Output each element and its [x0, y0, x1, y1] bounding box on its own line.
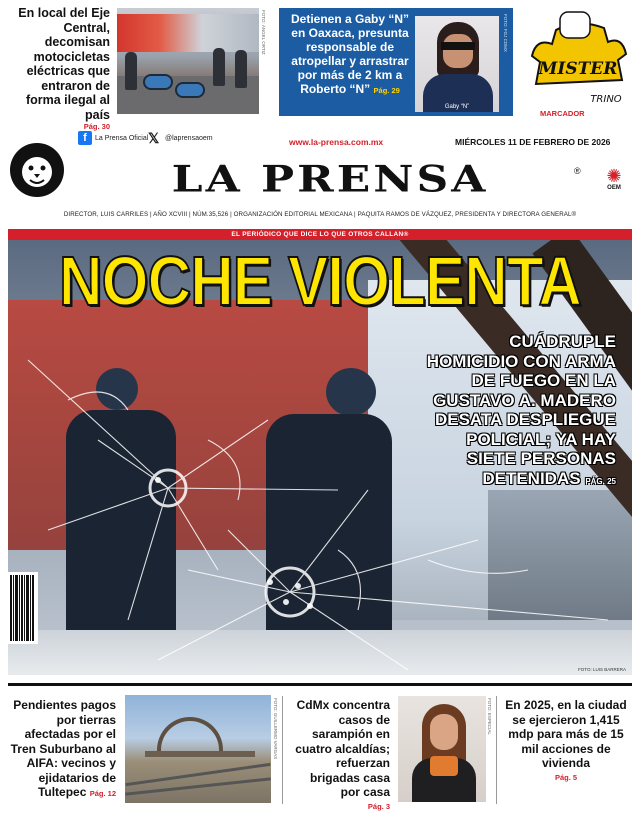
teaser-gaby-text: Detienen a Gaby “N” en Oaxaca, presunta responsable de atropellar y arrastrar por más de 2 km a Roberto “N” Pág. 29 — [290, 12, 410, 96]
gaby-photo — [415, 16, 499, 112]
newspaper-logo[interactable]: LA PRENSA — [171, 158, 489, 201]
teaser-motorcycles-page: Pág. 30 — [83, 122, 110, 131]
teaser-motorcycles[interactable] — [8, 6, 110, 131]
column-divider — [282, 696, 283, 804]
gaby-photo-caption: Gaby “N” — [444, 104, 470, 110]
section-divider — [8, 683, 632, 686]
mister-logo-icon — [522, 8, 632, 108]
svg-text:MISTER: MISTER — [538, 59, 618, 79]
teaser-sarampion[interactable]: CdMx concentra casos de sarampión en cuatro alcaldías; refuerzan brigadas casa por casa Pág. 3 — [290, 698, 390, 814]
photo-person — [235, 50, 247, 88]
main-story[interactable] — [8, 229, 632, 679]
photo-motorcycle — [175, 82, 205, 98]
censor-bar — [441, 42, 475, 50]
svg-text:TRINO: TRINO — [590, 94, 622, 105]
teaser-vivienda-page: Pág. 5 — [554, 772, 578, 782]
slogan-banner: EL PERIÓDICO QUE DICE LO QUE OTROS CALLAN® — [8, 229, 632, 240]
registered-mark: ® — [574, 166, 581, 176]
x-link[interactable] — [148, 131, 213, 145]
oem-badge: ✺ OEM — [601, 167, 627, 201]
facebook-icon: f — [78, 131, 92, 145]
main-page-ref: PÁG. 25 — [585, 476, 616, 486]
sarampion-photo-credit: FOTO: ESPECIAL — [487, 698, 492, 735]
teaser-sarampion-page: Pág. 3 — [367, 801, 390, 811]
motorcycles-photo[interactable] — [117, 8, 259, 114]
staff-line: DIRECTOR, LUIS CARRILES | AÑO XCVIII | NÚM.35,526 | ORGANIZACIÓN EDITORIAL MEXICANA | PAQUITA RAMOS DE VÁZQUEZ, PRESIDENTA Y DIRECTORA GENERAL® — [63, 211, 577, 218]
teaser-motorcycles-text: En local del Eje Central, decomisan motocicletas eléctricas que entraron de forma ilegal al país — [18, 6, 110, 122]
marcador-label: MARCADOR — [540, 109, 585, 118]
photo-person — [213, 48, 225, 86]
lion-logo-icon — [8, 138, 66, 202]
teaser-tren-page: Pág. 12 — [89, 789, 116, 798]
x-icon: 𝕏 — [148, 130, 160, 146]
barcode-icon — [8, 572, 38, 644]
facebook-handle: La Prensa Oficial — [95, 134, 149, 142]
x-handle: @laprensaoem — [165, 134, 213, 142]
issue-date: MIÉRCOLES 11 DE FEBRERO DE 2026 — [455, 137, 611, 147]
website-url[interactable]: www.la-prensa.com.mx — [289, 137, 384, 147]
sarampion-photo[interactable] — [398, 696, 486, 802]
motorcycles-photo-credit: FOTO: ÁNGEL ORTIZ — [261, 10, 266, 55]
column-divider — [496, 696, 497, 804]
oem-star-icon: ✺ — [606, 166, 622, 186]
teaser-tren-suburbano[interactable]: Pendientes pagos por tierras afectadas por el Tren Suburbano al AIFA: vecinos y ejidatarios de Tultepec Pág. 12 — [10, 698, 116, 799]
teaser-gaby[interactable] — [279, 8, 513, 116]
photo-motorcycle — [143, 74, 173, 90]
tren-suburbano-photo[interactable] — [125, 695, 271, 803]
photo-storefront — [117, 14, 259, 52]
facebook-link[interactable] — [78, 131, 148, 145]
photo-person — [125, 52, 137, 90]
teaser-gaby-page: Pág. 29 — [373, 86, 400, 95]
main-deck: CUÁDRUPLE HOMICIDIO CON ARMA DE FUEGO EN LA GUSTAVO A. MADERO DESATA DESPLIEGUE POLICIAL; YA HAY SIETE PERSONAS DETENIDAS PÁG. 25 — [426, 332, 616, 488]
main-headline: NOCHE VIOLENTA — [59, 242, 581, 320]
teaser-vivienda[interactable]: En 2025, en la ciudad se ejercieron 1,415 mdp para más de 15 mil acciones de vivienda Pág. 5 — [502, 698, 630, 785]
gaby-photo-credit: FOTO: FGJ CDMX — [503, 14, 508, 52]
tren-photo-credit: FOTO: GUILLERMO VARGAS — [273, 698, 278, 760]
main-photo-credit: FOTO: LUIS BARRERA — [578, 667, 626, 672]
mister-cartoon[interactable] — [522, 8, 632, 118]
